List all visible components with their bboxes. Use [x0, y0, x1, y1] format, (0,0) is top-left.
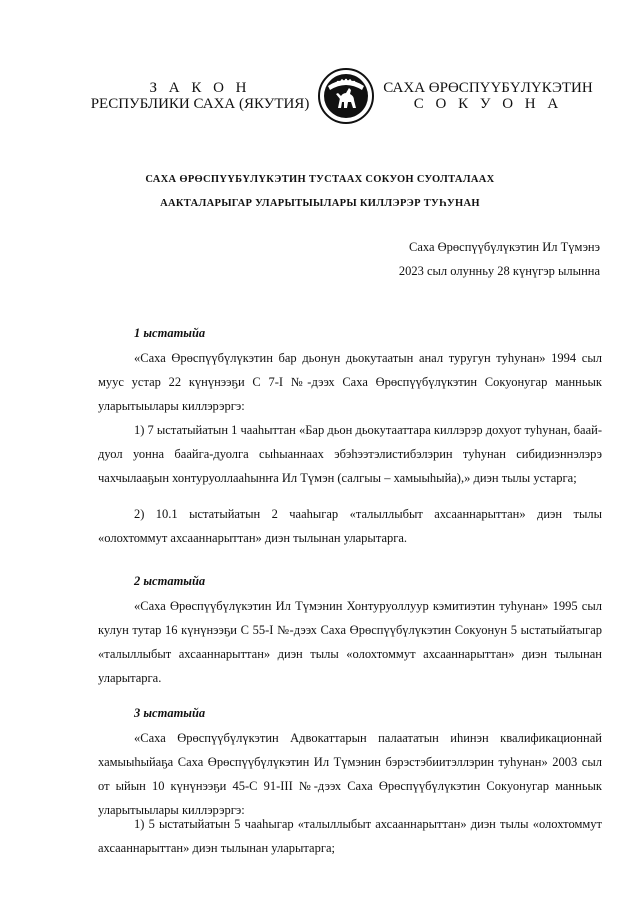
- article-3-paragraph-2: 1) 5 ыстатыйатын 5 чааһыгар «талыллыбыт ахсааннарыттан» диэн тылы «олохтоммут ахсааннарыттан» диэн тылынан уларытарга;: [98, 817, 602, 855]
- article-3-paragraph-1: «Саха Өрөспүүбүлүкэтин Адвокаттарын палаататын иһинэн квалификационнай хамыыһыйаҕа Саха Өрөспүүбүлүкэтин Ил Түмэнин бэрэстэбиитэллэрин туһунан» 2003 сыл от ыйын 10 күнүнээҕи 45-С 91-III №-дээх Саха Өрөспүүбүлүкэтин Сокуонугар манньык уларытыылары киллэрэргэ:: [98, 731, 602, 817]
- header-right-line1: САХА ӨРӨСПҮҮБҮЛҮКЭТИН: [383, 80, 593, 96]
- header-left-line1: З А К О Н: [149, 80, 251, 96]
- article-2-paragraph-1: «Саха Өрөспүүбүлүкэтин Ил Түмэнин Хонтуруоллуур кэмитиэтин туһунан» 1995 сыл кулун тутар 16 күнүнээҕи С 55-I №-дээх Саха Өрөспүүбүлүкэтин Сокуонун 5 ыстатыйатыгар «талыллыбыт ахсааннарыттан» диэн тылы «олохтоммут ахсааннарыттан» диэн тылынан уларытарга.: [98, 599, 602, 685]
- article-1-paragraph-3: 2) 10.1 ыстатыйатын 2 чааһыгар «талыллыбыт ахсааннарыттан» диэн тылы «олохтоммут ахсааннарыттан» диэн тылынан уларытарга.: [98, 507, 602, 545]
- article-1-paragraph-2: 1) 7 ыстатыйатын 1 чааһыттан «Бар дьон дьокутааттара киллэрэр дохуот туһунан, баай-дуол уонна баайга-дуолга сыһыаннаах эбэһээтэлистибэлэрин туһунан сибидиэннэлэрэ чахчылааҕын хонтуруоллааһынҥа Ил Түмэн (салгыы – хамыыһыйа),» диэн тылы устарга;: [98, 423, 602, 485]
- article-1-paragraph-1: «Саха Өрөспүүбүлүкэтин бар дьонун дьокутаатын анал туругун туһунан» 1994 сыл муус устар 22 күнүнээҕи С 7-I №-дээх Саха Өрөспүүбүлүкэтин Сокуонугар манньык уларытыылары киллэрэргэ:: [98, 351, 602, 413]
- header-right: [378, 80, 598, 112]
- article-2-heading: 2 ыстатыйа: [134, 574, 206, 588]
- law-title-line2: ААКТАЛАРЫГАР УЛАРЫТЫЫЛАРЫ КИЛЛЭРЭР ТУҺУНАН: [160, 198, 480, 209]
- article-1-heading: 1 ыстатыйа: [134, 326, 206, 340]
- adoption-date: 2023 сыл олунньу 28 күнүгэр ылынна: [398, 264, 600, 278]
- law-title-line1: САХА ӨРӨСПҮҮБҮЛҮКЭТИН ТУСТААХ СОКУОН СУОЛТАЛААХ: [145, 174, 495, 185]
- header-left: [80, 80, 320, 112]
- coat-of-arms-icon: [316, 66, 376, 126]
- adoption-body: Саха Өрөспүүбүлүкэтин Ил Түмэнэ: [408, 240, 600, 254]
- header-right-line2: С О К У О Н А: [413, 96, 563, 112]
- article-3-heading: 3 ыстатыйа: [134, 706, 206, 720]
- header-left-line2: РЕСПУБЛИКИ САХА (ЯКУТИЯ): [90, 96, 310, 112]
